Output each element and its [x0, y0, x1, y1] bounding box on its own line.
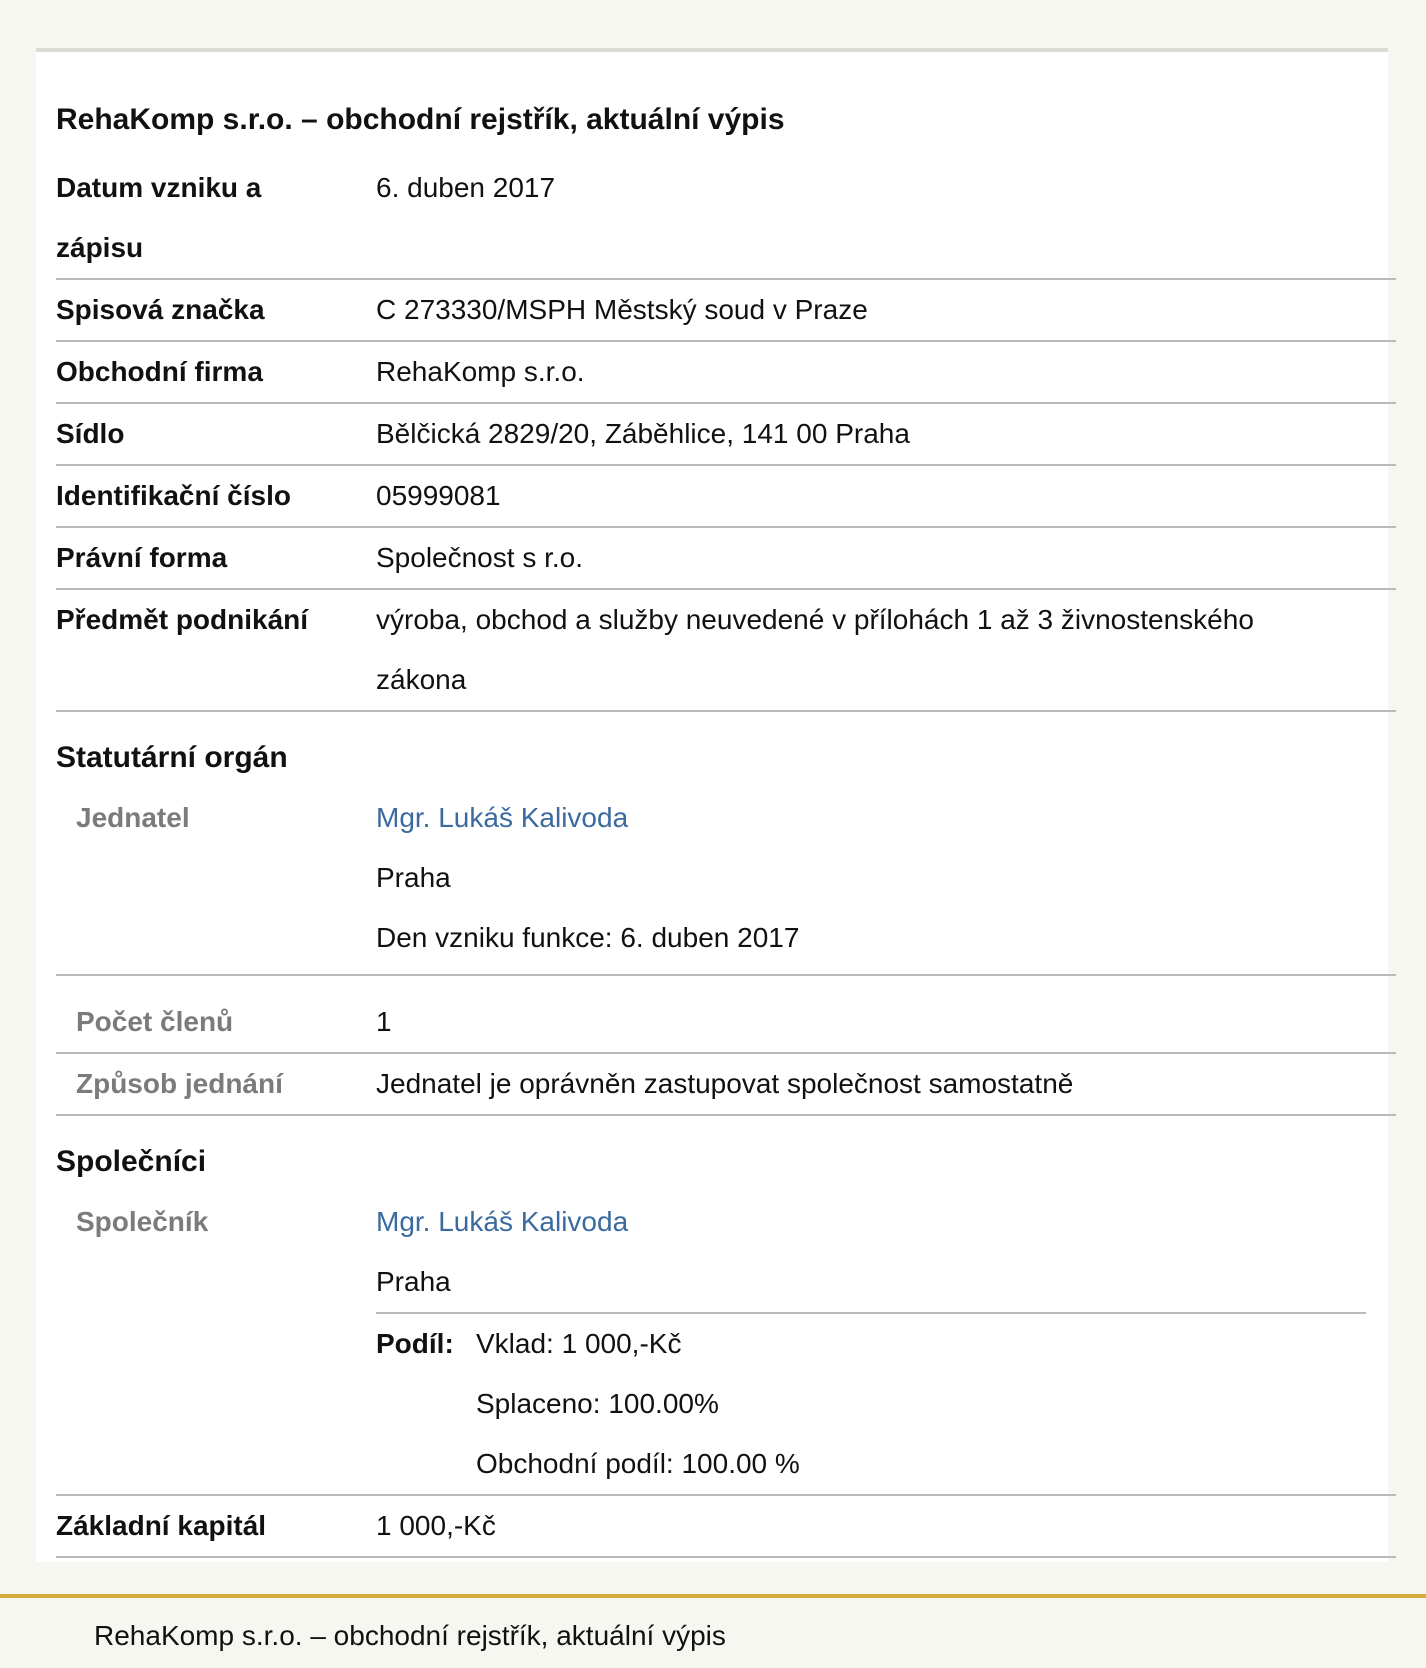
- row-business-subject-value-line1: výroba, obchod a služby neuvedené v přílohách 1 až 3 živnostenského: [376, 604, 1254, 635]
- jednatel-city: Praha: [376, 862, 451, 893]
- jednatel-name-link[interactable]: Mgr. Lukáš Kalivoda: [376, 802, 629, 833]
- row-acting-method-label: Způsob jednání: [76, 1068, 283, 1099]
- share-label: Podíl:: [376, 1328, 454, 1359]
- row-id-number: [56, 466, 1396, 528]
- partner-share: [376, 1312, 1366, 1494]
- row-jednatel: [56, 788, 1396, 976]
- row-partner-label: Společník: [76, 1206, 209, 1237]
- row-members-count-value: 1: [376, 1006, 392, 1037]
- row-file-number: [56, 280, 1396, 342]
- row-file-number-value: C 273330/MSPH Městský soud v Praze: [376, 294, 868, 325]
- footer-title: RehaKomp s.r.o. – obchodní rejstřík, aktuální výpis: [94, 1620, 726, 1651]
- partners-heading: Společníci: [56, 1145, 207, 1178]
- row-business-subject-label: Předmět podnikání: [56, 604, 309, 635]
- row-business-subject-value-line2: zákona: [376, 664, 467, 695]
- partner-name-link[interactable]: Mgr. Lukáš Kalivoda: [376, 1206, 629, 1237]
- registry-table: [56, 158, 1396, 1558]
- row-acting-method-value: Jednatel je oprávněn zastupovat společnost samostatně: [376, 1068, 1074, 1099]
- row-jednatel-label: Jednatel: [76, 802, 190, 833]
- row-date-value: 6. duben 2017: [376, 172, 556, 203]
- row-partner-value: [376, 1192, 1396, 1494]
- row-seat-value: Bělčická 2829/20, Záběhlice, 141 00 Praha: [376, 418, 910, 449]
- row-business-subject: [56, 590, 1396, 712]
- row-seat: [56, 404, 1396, 466]
- row-capital-label: Základní kapitál: [56, 1510, 267, 1541]
- share-paid: Splaceno: 100.00%: [476, 1388, 719, 1419]
- row-date-label-line2: zápisu: [56, 232, 144, 263]
- jednatel-since: Den vzniku funkce: 6. duben 2017: [376, 922, 800, 953]
- row-date-label: [56, 158, 376, 278]
- row-legal-form-value: Společnost s r.o.: [376, 542, 584, 573]
- share-deposit: Vklad: 1 000,-Kč: [476, 1328, 682, 1359]
- statutory-heading: Statutární orgán: [56, 741, 288, 774]
- row-partner: [56, 1192, 1396, 1496]
- row-capital-value: 1 000,-Kč: [376, 1510, 496, 1541]
- row-legal-form-label: Právní forma: [56, 542, 228, 573]
- row-id-number-value: 05999081: [376, 480, 501, 511]
- row-members-count-label: Počet členů: [76, 1006, 234, 1037]
- row-file-number-label: Spisová značka: [56, 294, 265, 325]
- row-date: [56, 158, 1396, 280]
- row-business-subject-value: [376, 590, 1396, 710]
- row-company-name: [56, 342, 1396, 404]
- page-footer: [0, 1594, 1426, 1668]
- row-seat-label: Sídlo: [56, 418, 125, 449]
- row-date-label-line1: Datum vzniku a: [56, 172, 262, 203]
- share-details: [476, 1314, 800, 1494]
- row-members-count: [56, 976, 1396, 1054]
- row-legal-form: [56, 528, 1396, 590]
- row-company-name-value: RehaKomp s.r.o.: [376, 356, 585, 387]
- partner-city: Praha: [376, 1266, 451, 1297]
- row-jednatel-value: [376, 788, 1396, 968]
- page-title: RehaKomp s.r.o. – obchodní rejstřík, aktuální výpis: [56, 103, 785, 136]
- row-acting-method: [56, 1054, 1396, 1116]
- row-capital: [56, 1496, 1396, 1558]
- row-id-number-label: Identifikační číslo: [56, 480, 291, 511]
- row-company-name-label: Obchodní firma: [56, 356, 263, 387]
- share-business: Obchodní podíl: 100.00 %: [476, 1448, 800, 1479]
- registry-card: [36, 48, 1388, 1562]
